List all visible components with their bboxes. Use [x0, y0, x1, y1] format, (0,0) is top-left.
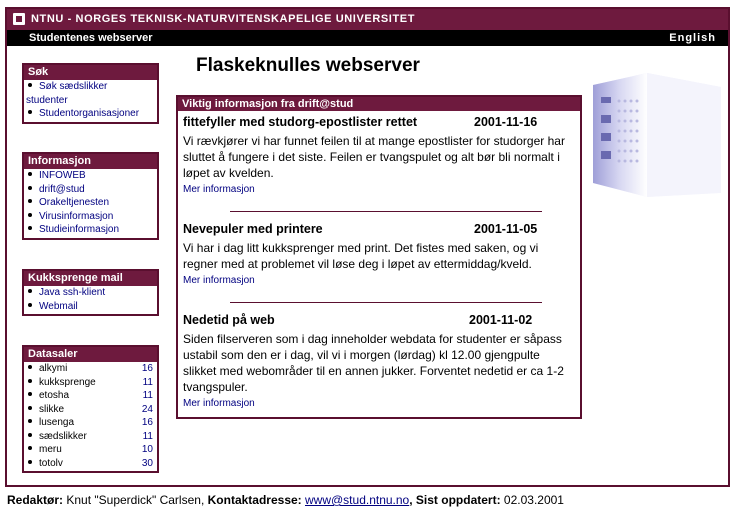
lab-name: meru — [39, 444, 62, 455]
list-item[interactable] — [24, 300, 157, 314]
news-item — [183, 313, 575, 409]
bullet-icon — [28, 199, 32, 203]
lab-count[interactable]: 24 — [141, 403, 153, 415]
webmail-link[interactable]: Webmail — [39, 300, 78, 312]
list-item[interactable] — [24, 196, 157, 210]
bullet-icon — [28, 226, 32, 230]
top-banner — [7, 9, 728, 30]
news-title: Nedetid på web — [183, 313, 275, 327]
more-info-link[interactable]: Mer informasjon — [183, 184, 255, 195]
bullet-icon — [28, 446, 32, 450]
table-row[interactable] — [24, 376, 157, 390]
lab-count[interactable]: 30 — [141, 457, 153, 469]
lab-count[interactable]: 16 — [141, 417, 153, 428]
news-date: 2001-11-05 — [474, 222, 538, 236]
more-info-link[interactable]: Mer informasjon — [183, 275, 255, 286]
table-row[interactable] — [24, 362, 157, 376]
info-box — [22, 152, 159, 240]
lab-name: lusenga — [39, 417, 75, 428]
infoweb-link[interactable]: INFOWEB — [39, 170, 86, 181]
ssh-client-link[interactable]: Java ssh-klient — [39, 287, 106, 298]
datasaler-box — [22, 345, 159, 473]
contact-email-link[interactable]: www@stud.ntnu.no — [305, 493, 410, 507]
sub-banner — [7, 30, 728, 46]
lab-count[interactable]: 10 — [141, 444, 153, 455]
search-box — [22, 63, 159, 124]
list-item[interactable] — [24, 183, 157, 197]
bullet-icon — [28, 213, 32, 217]
divider — [230, 302, 542, 303]
english-link[interactable]: English — [669, 32, 716, 44]
bullet-icon — [28, 83, 32, 87]
bullet-icon — [28, 289, 32, 293]
ntnu-logo-icon — [13, 13, 25, 25]
news-title-row — [183, 115, 575, 131]
table-row[interactable] — [24, 443, 157, 457]
page-frame — [5, 7, 730, 487]
editor-name: Knut "Superdick" Carlsen, — [66, 493, 205, 507]
updated-date: 02.03.2001 — [503, 493, 564, 507]
news-item — [183, 222, 575, 286]
news-title-row — [183, 222, 575, 238]
list-item[interactable] — [24, 80, 157, 94]
lab-count[interactable]: 11 — [142, 390, 153, 401]
bullet-icon — [28, 172, 32, 176]
list-item[interactable] — [24, 169, 157, 183]
page-footer — [7, 493, 564, 507]
server-tower-icon — [589, 71, 729, 199]
lab-name: kukksprenge — [39, 376, 96, 388]
site-subtitle: Studentenes webserver — [29, 32, 153, 44]
search-link[interactable]: Søk sædslikker — [39, 81, 108, 92]
updated-label: , Sist oppdatert: — [409, 493, 501, 507]
datasaler-box-heading: Datasaler — [24, 347, 157, 362]
more-info-link[interactable]: Mer informasjon — [183, 398, 255, 409]
lab-name: slikke — [39, 403, 65, 415]
mail-box-heading: Kukksprenge mail — [24, 271, 157, 286]
news-item — [183, 115, 575, 195]
news-title-row — [183, 313, 575, 329]
table-row[interactable] — [24, 389, 157, 403]
table-row[interactable] — [24, 457, 157, 471]
editor-label: Redaktør: — [7, 493, 64, 507]
studorg-link[interactable]: Studentorganisasjoner — [39, 108, 140, 119]
virus-link[interactable]: Virusinformasjon — [39, 210, 114, 222]
news-date: 2001-11-02 — [469, 313, 533, 327]
list-item[interactable] — [24, 107, 157, 121]
news-title: fittefyller med studorg-epostlister rettet — [183, 115, 418, 129]
page-title: Flaskeknulles webserver — [196, 55, 420, 76]
bullet-icon — [28, 419, 32, 423]
lab-name: alkymi — [39, 363, 68, 374]
info-box-heading: Informasjon — [24, 154, 157, 169]
lab-name: sædslikker — [39, 430, 87, 442]
orakel-link[interactable]: Orakeltjenesten — [39, 197, 110, 208]
news-heading: Viktig informasjon fra drift@stud — [178, 97, 580, 111]
news-body: Vi har i dag litt kukksprenger med print. Det fistes med saken, og vi regner med at problemet vil løse deg i løpet av ettermiddag/kveld. — [183, 241, 539, 271]
news-panel — [176, 95, 582, 419]
bullet-icon — [28, 186, 32, 190]
lab-count[interactable]: 16 — [141, 363, 153, 374]
bullet-icon — [28, 379, 32, 383]
news-title: Nevepuler med printere — [183, 222, 323, 236]
bullet-icon — [28, 433, 32, 437]
lab-name: etosha — [39, 390, 70, 401]
bullet-icon — [28, 365, 32, 369]
divider — [230, 211, 542, 212]
table-row[interactable] — [24, 430, 157, 444]
list-item[interactable] — [24, 210, 157, 224]
list-item[interactable] — [24, 223, 157, 237]
table-row[interactable] — [24, 403, 157, 417]
news-body: Vi rævkjører vi har funnet feilen til at mange epostlister for studorger har sluttet å fungere i det siste. Feilen er tvangspulet og alt bør bli normalt i løpet av kvelden. — [183, 134, 565, 180]
mail-box — [22, 269, 159, 316]
lab-count[interactable]: 11 — [142, 430, 153, 442]
search-link-continued[interactable]: studenter — [26, 94, 68, 106]
lab-name: totolv — [39, 457, 63, 469]
studieinfo-link[interactable]: Studieinformasjon — [39, 224, 120, 235]
table-row[interactable] — [24, 416, 157, 430]
bullet-icon — [28, 110, 32, 114]
lab-count[interactable]: 11 — [142, 376, 153, 388]
banner-title: NTNU - NORGES TEKNISK-NATURVITENSKAPELIGE UNIVERSITET — [31, 13, 416, 25]
bullet-icon — [28, 303, 32, 307]
contact-label: Kontaktadresse: — [207, 493, 302, 507]
list-item[interactable] — [24, 286, 157, 300]
bullet-icon — [28, 392, 32, 396]
search-box-heading: Søk — [24, 65, 157, 80]
bullet-icon — [28, 460, 32, 464]
list-item[interactable] — [24, 94, 157, 108]
news-date: 2001-11-16 — [474, 115, 538, 129]
news-body: Siden filserveren som i dag inneholder webdata for studenter er såpass ustabil som den er i dag, vil vi i morgen (lørdag) kl 12.00 gjengpulte slikket med webområder til en annen jukker. Forventet nedetid er ca 1-2 tvangspuler. — [183, 332, 564, 394]
bullet-icon — [28, 406, 32, 410]
drift-link[interactable]: drift@stud — [39, 183, 85, 195]
